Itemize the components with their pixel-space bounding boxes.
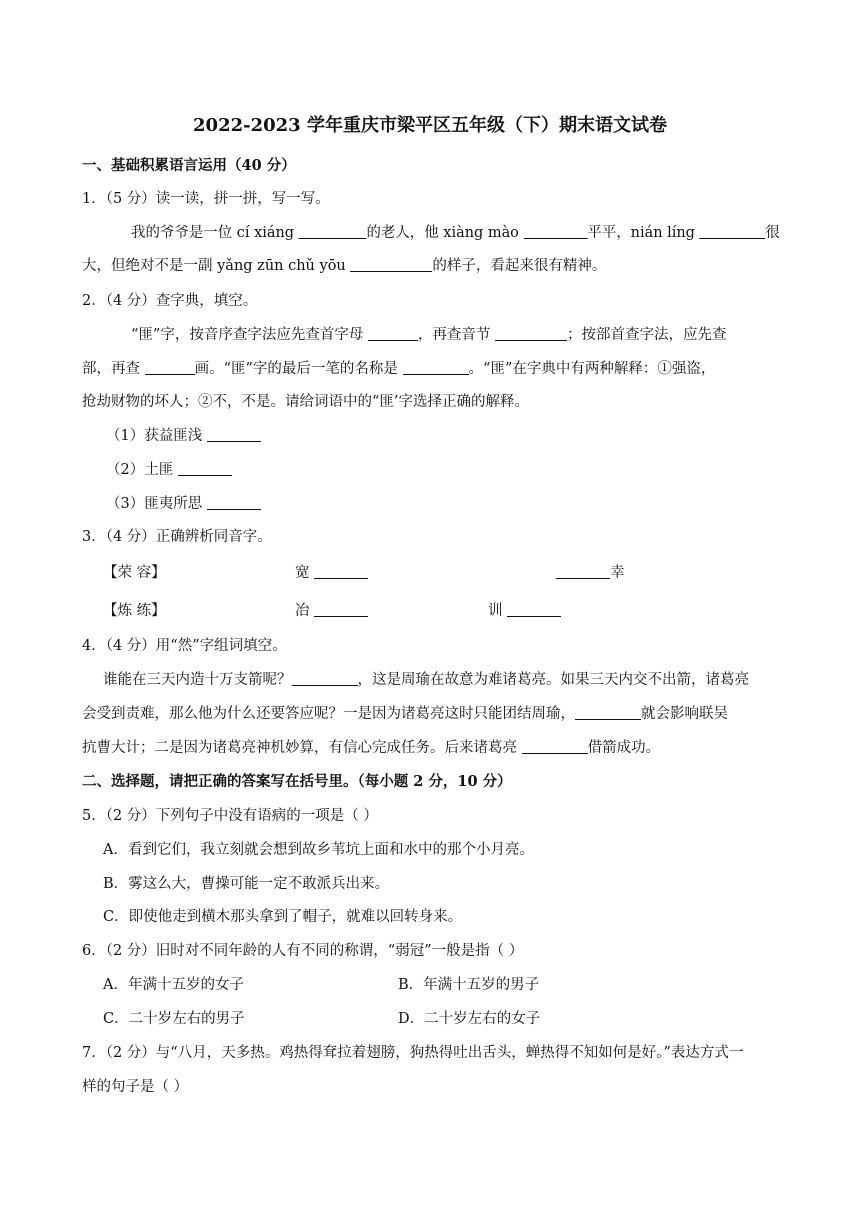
answer-blank[interactable] <box>403 360 469 375</box>
q4-text: 就会影响联吴 <box>641 706 728 722</box>
q1-text: 的样子，看起来很有精神。 <box>432 258 607 274</box>
answer-blank[interactable] <box>207 427 261 442</box>
q3-group-2-b <box>488 601 561 621</box>
q1-text: 平平，nián líng <box>587 225 700 241</box>
q6-option-b[interactable]: B．年满十五岁的男子 <box>398 977 540 993</box>
answer-blank[interactable] <box>368 326 418 341</box>
q7-line-1: 7．（2 分）与“八月，天多热。鸡热得耷拉着翅膀，狗热得吐出舌头，蝉热得不知如何是好。”表达方式一 <box>82 1045 744 1061</box>
q1-text: 的老人，他 xiàng mào <box>366 225 524 241</box>
q6-option-a[interactable]: A．年满十五岁的女子 <box>103 977 244 993</box>
q2-sub-label: （3）匪夷所思 <box>106 496 207 512</box>
q2-stem: 2．（4 分）查字典，填空。 <box>82 293 258 309</box>
page-title: 2022-2023 学年重庆市梁平区五年级（下）期末语文试卷 <box>193 115 667 136</box>
q4-text: 谁能在三天内造十万支箭呢？ <box>103 672 292 688</box>
answer-blank[interactable] <box>522 739 588 754</box>
answer-blank[interactable] <box>507 602 561 617</box>
q4-text: 抗曹大计；二是因为诸葛亮神机妙算，有信心完成任务。后来诸葛亮 <box>82 740 522 756</box>
answer-blank[interactable] <box>523 224 587 239</box>
q2-sub-label: （2）土匪 <box>106 462 178 478</box>
q2-text: ，再查音节 <box>417 327 496 343</box>
q4-text: 会受到责难，那么他为什么还要答应呢？一是因为诸葛亮这时只能团结周瑜， <box>82 706 575 722</box>
q2-line-3: 抢劫财物的坏人；②不，不是。请给词语中的“匪’字选择正确的解释。 <box>82 394 530 410</box>
q2-line-2 <box>82 359 715 379</box>
q3-group-2-a <box>295 601 368 621</box>
q4-text: ，这是周瑜在故意为难诸葛亮。如果三天内交不出箭，诸葛亮 <box>357 672 749 688</box>
answer-blank[interactable] <box>178 461 232 476</box>
q2-sub-1 <box>106 426 261 446</box>
answer-blank[interactable] <box>145 360 195 375</box>
q3-group-1-label: 【荣 容】 <box>103 565 166 581</box>
q4-stem: 4．（4 分）用“然”字组词填空。 <box>82 638 287 654</box>
q2-sub-3 <box>106 494 261 514</box>
q2-line-1 <box>131 325 727 345</box>
q2-text: 。“匪”在字典中有两种解释：①强盗， <box>468 361 716 377</box>
q2-text: ；按部首查字法，应先查 <box>567 327 727 343</box>
answer-blank[interactable] <box>314 564 368 579</box>
q3-char: 训 <box>488 603 508 619</box>
q3-group-1-a <box>295 563 368 583</box>
q3-char: 冶 <box>295 603 315 619</box>
q4-text: 借箭成功。 <box>587 740 661 756</box>
q3-group-1-b <box>556 563 625 583</box>
q3-char: 宽 <box>295 565 315 581</box>
q5-option-b[interactable]: B．雾这么大，曹操可能一定不敢派兵出来。 <box>103 876 390 892</box>
q5-option-c[interactable]: C．即使他走到横木那头拿到了帽子，就难以回转身来。 <box>103 909 463 925</box>
q3-group-2-label: 【炼 练】 <box>103 603 166 619</box>
q2-text: 画。“匪”字的最后一笔的名称是 <box>194 361 403 377</box>
q5-option-a[interactable]: A．看到它们，我立刻就会想到故乡苇坑上面和水中的那个小月亮。 <box>103 842 534 858</box>
answer-blank[interactable] <box>314 602 368 617</box>
q1-text: 大，但绝对不是一副 yǎng zūn chǔ yōu <box>82 258 351 274</box>
q3-char: 幸 <box>610 565 625 581</box>
q4-line-2 <box>82 704 728 724</box>
answer-blank[interactable] <box>556 564 610 579</box>
section-heading-1: 一、基础积累语言运用（40 分） <box>82 157 296 174</box>
q3-stem: 3．（4 分）正确辨析同音字。 <box>82 529 272 545</box>
answer-blank[interactable] <box>350 257 432 272</box>
answer-blank[interactable] <box>207 495 261 510</box>
q2-text: “匪”字，按音序查字法应先查首字母 <box>131 327 368 343</box>
q6-option-c[interactable]: C．二十岁左右的男子 <box>103 1011 245 1027</box>
q1-text: 很 <box>765 225 780 241</box>
answer-blank[interactable] <box>495 326 567 341</box>
answer-blank[interactable] <box>299 224 367 239</box>
q2-sub-label: （1）获益匪浅 <box>106 428 207 444</box>
answer-blank[interactable] <box>292 671 358 686</box>
q1-line-2 <box>82 256 606 276</box>
answer-blank[interactable] <box>575 705 641 720</box>
q7-line-2: 样的句子是（ ） <box>82 1079 189 1095</box>
q4-line-1 <box>103 670 749 690</box>
q2-text: 部，再查 <box>82 361 145 377</box>
q6-option-d[interactable]: D．二十岁左右的女子 <box>398 1011 541 1027</box>
q5-stem: 5．（2 分）下列句子中没有语病的一项是（ ） <box>82 808 378 824</box>
q6-stem: 6．（2 分）旧时对不同年龄的人有不同的称谓，“弱冠”一般是指（ ） <box>82 943 524 959</box>
q1-line-1 <box>131 223 780 243</box>
q1-stem: 1．（5 分）读一读，拼一拼，写一写。 <box>82 191 330 207</box>
q4-line-3 <box>82 738 660 758</box>
answer-blank[interactable] <box>700 224 766 239</box>
q2-sub-2 <box>106 460 232 480</box>
q1-text: 我的爷爷是一位 cí xiáng <box>131 225 299 241</box>
section-heading-2: 二、选择题，请把正确的答案写在括号里。（每小题 2 分，10 分） <box>82 773 512 790</box>
